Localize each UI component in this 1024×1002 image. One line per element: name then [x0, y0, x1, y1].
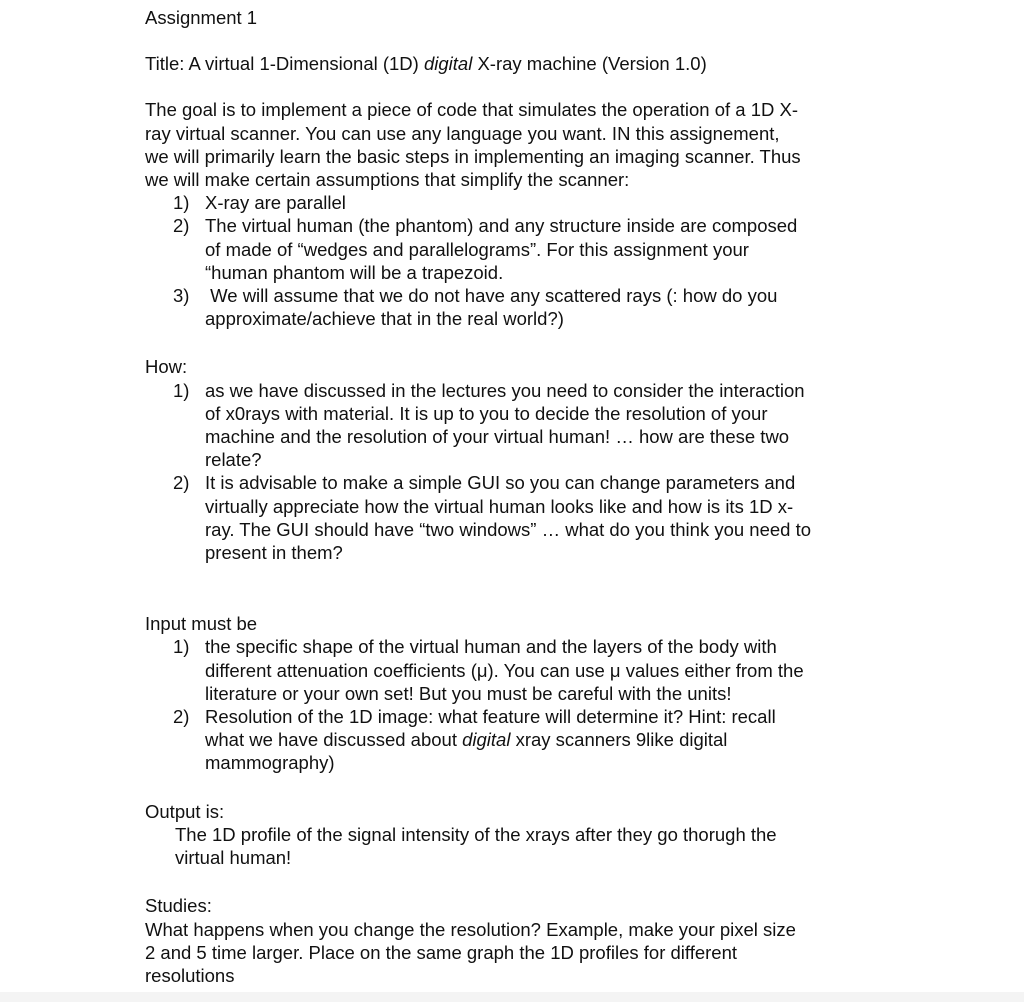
output-heading: Output is: — [145, 800, 225, 822]
list-number: 2) — [173, 706, 190, 728]
assignment-title — [145, 52, 905, 75]
item-line: It is advisable to make a simple GUI so you can change parameters and — [205, 472, 796, 494]
input-heading: Input must be — [145, 613, 258, 635]
goal-line: ray virtual scanner. You can use any language you want. IN this assignement, — [145, 122, 780, 144]
output-line: The 1D profile of the signal intensity of the xrays after they go thorugh the — [175, 823, 777, 845]
item-line: the specific shape of the virtual human and the layers of the body with — [205, 636, 777, 658]
item-line: mammography) — [205, 752, 335, 774]
item-line: virtually appreciate how the virtual human looks like and how is its 1D x- — [205, 495, 794, 517]
list-number: 1) — [173, 379, 190, 401]
studies-line: 2 and 5 time larger. Place on the same graph the 1D profiles for different — [145, 941, 737, 963]
title-prefix: Title: A virtual 1-Dimensional (1D) — [145, 53, 424, 75]
how-item — [145, 379, 905, 472]
assignment-document — [145, 6, 905, 987]
assumption-item — [145, 284, 905, 330]
assumption-item — [145, 191, 905, 214]
assumptions-list — [145, 191, 905, 330]
item-line: of made of “wedges and parallelograms”. For this assignment your — [205, 238, 749, 260]
input-section — [145, 612, 905, 774]
input-list — [145, 635, 905, 774]
title-emphasis: digital — [423, 53, 473, 75]
list-number: 2) — [173, 215, 190, 237]
output-line: virtual human! — [175, 847, 292, 869]
list-number: 2) — [173, 472, 190, 494]
item-line: “human phantom will be a trapezoid. — [205, 261, 504, 283]
item-line — [205, 728, 905, 751]
item-line: Resolution of the 1D image: what feature will determine it? Hint: recall — [205, 706, 776, 728]
assignment-heading: Assignment 1 — [145, 7, 258, 28]
input-item — [145, 705, 905, 775]
item-line: machine and the resolution of your virtual human! … how are these two — [205, 426, 790, 448]
studies-heading: Studies: — [145, 895, 212, 917]
how-item — [145, 471, 905, 564]
title-suffix: X-ray machine (Version 1.0) — [472, 53, 707, 75]
how-heading: How: — [145, 356, 188, 378]
goal-section — [145, 98, 905, 330]
item-line: ray. The GUI should have “two windows” … what do you think you need to — [205, 518, 812, 540]
item-line: of x0rays with material. It is up to you to decide the resolution of your — [205, 402, 768, 424]
item-line: The virtual human (the phantom) and any structure inside are composed — [205, 215, 798, 237]
item-line: We will assume that we do not have any scattered rays (: how do you — [205, 285, 778, 307]
item-line: as we have discussed in the lectures you need to consider the interaction — [205, 379, 805, 401]
studies-section — [145, 894, 905, 987]
how-list — [145, 379, 905, 565]
page-bottom-edge — [0, 992, 1024, 1002]
item-line: approximate/achieve that in the real world?) — [205, 308, 564, 330]
list-number: 1) — [173, 192, 190, 214]
line-prefix: what we have discussed about — [205, 729, 463, 751]
line-suffix: xray scanners 9like digital — [510, 729, 728, 751]
studies-line: What happens when you change the resolution? Example, make your pixel size — [145, 918, 796, 940]
item-line: relate? — [205, 449, 262, 471]
list-number: 1) — [173, 636, 190, 658]
input-item — [145, 635, 905, 705]
line-emphasis: digital — [462, 729, 511, 751]
output-body — [145, 823, 905, 869]
list-number: 3) — [173, 285, 190, 307]
how-section — [145, 355, 905, 564]
item-line: present in them? — [205, 542, 343, 564]
goal-line: we will make certain assumptions that simplify the scanner: — [145, 169, 630, 191]
studies-line: resolutions — [145, 964, 235, 986]
item-line: literature or your own set! But you must be careful with the units! — [205, 682, 732, 704]
item-line: different attenuation coefficients (μ). You can use μ values either from the — [205, 659, 804, 681]
goal-line: The goal is to implement a piece of code that simulates the operation of a 1D X- — [145, 99, 799, 121]
output-section — [145, 800, 905, 870]
goal-line: we will primarily learn the basic steps in implementing an imaging scanner. Thus — [145, 145, 801, 167]
assumption-item — [145, 214, 905, 284]
item-line: X-ray are parallel — [205, 192, 346, 214]
